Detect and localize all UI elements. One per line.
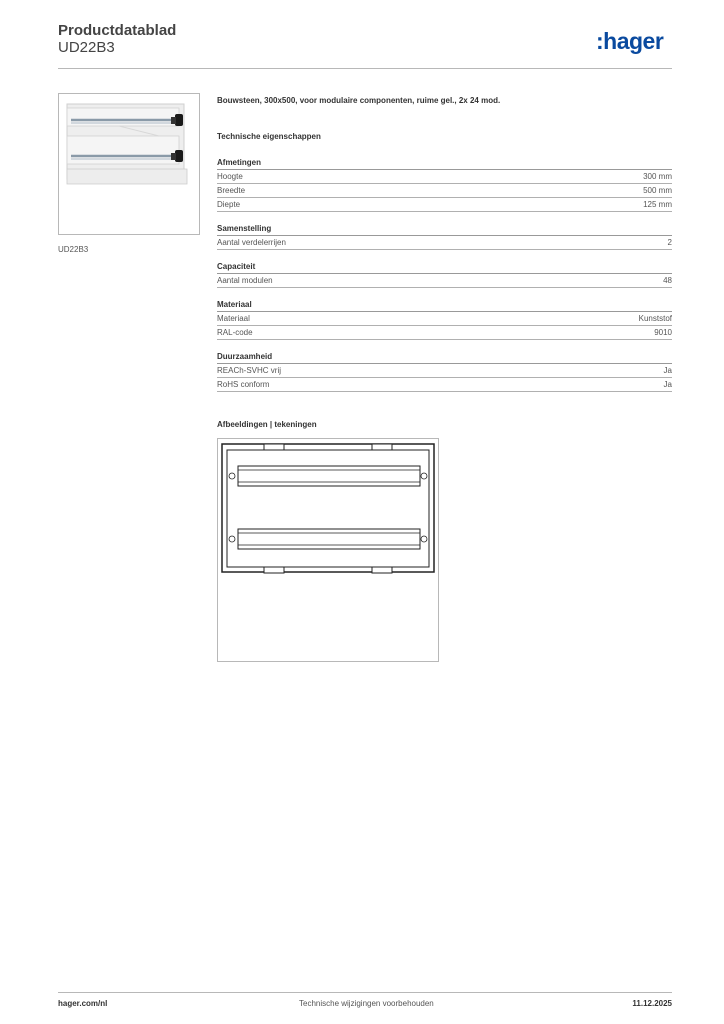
tech-section-title: Technische eigenschappen	[217, 132, 321, 141]
spec-row	[217, 184, 672, 198]
spec-label: RoHS conform	[217, 380, 270, 389]
spec-row	[217, 236, 672, 250]
footer-disclaimer: Technische wijzigingen voorbehouden	[299, 999, 434, 1008]
spec-group-title: Afmetingen	[217, 156, 672, 170]
spec-row	[217, 364, 672, 378]
spec-group-title: Duurzaamheid	[217, 350, 672, 364]
spec-label: Breedte	[217, 186, 246, 195]
spec-row	[217, 312, 672, 326]
spec-group	[217, 222, 672, 250]
spec-group	[217, 350, 672, 392]
spec-group	[217, 156, 672, 212]
spec-label: Hoogte	[217, 172, 243, 181]
spec-group-title: Materiaal	[217, 298, 672, 312]
spec-value: 2	[667, 238, 672, 247]
spec-row	[217, 170, 672, 184]
product-details	[217, 96, 672, 402]
spec-row	[217, 198, 672, 212]
spec-value: 300 mm	[643, 172, 672, 181]
spec-label: Aantal verdelerrijen	[217, 238, 286, 247]
spec-value: Ja	[663, 366, 672, 375]
spec-label: Aantal modulen	[217, 276, 273, 285]
spec-group-title: Samenstelling	[217, 222, 672, 236]
spec-label: Diepte	[217, 200, 241, 209]
spec-group	[217, 298, 672, 340]
images-section-title: Afbeeldingen | tekeningen	[217, 420, 317, 429]
product-code: UD22B3	[58, 39, 115, 56]
header-divider	[58, 68, 672, 69]
spec-value: 500 mm	[643, 186, 672, 195]
footer-date: 11.12.2025	[632, 999, 672, 1008]
footer-website-link[interactable]: hager.com/nl	[58, 999, 108, 1008]
spec-value: 48	[663, 276, 672, 285]
spec-group	[217, 260, 672, 288]
product-photo	[58, 93, 200, 235]
spec-label: Materiaal	[217, 314, 250, 323]
technical-drawing	[217, 438, 439, 662]
spec-value: Kunststof	[638, 314, 672, 323]
photo-caption: UD22B3	[58, 245, 89, 254]
spec-label: RAL-code	[217, 328, 253, 337]
spec-row	[217, 326, 672, 340]
spec-group-title: Capaciteit	[217, 260, 672, 274]
spec-row	[217, 378, 672, 392]
hager-logo[interactable]: :hager	[596, 28, 664, 54]
product-description: Bouwsteen, 300x500, voor modulaire componenten, ruime gel., 2x 24 mod.	[217, 96, 501, 105]
spec-value: 9010	[654, 328, 672, 337]
spec-row	[217, 274, 672, 288]
footer-divider	[58, 992, 672, 993]
spec-value: Ja	[663, 380, 672, 389]
spec-value: 125 mm	[643, 200, 672, 209]
spec-label: REACh-SVHC vrij	[217, 366, 282, 375]
page-title: Productdatablad	[58, 22, 177, 39]
